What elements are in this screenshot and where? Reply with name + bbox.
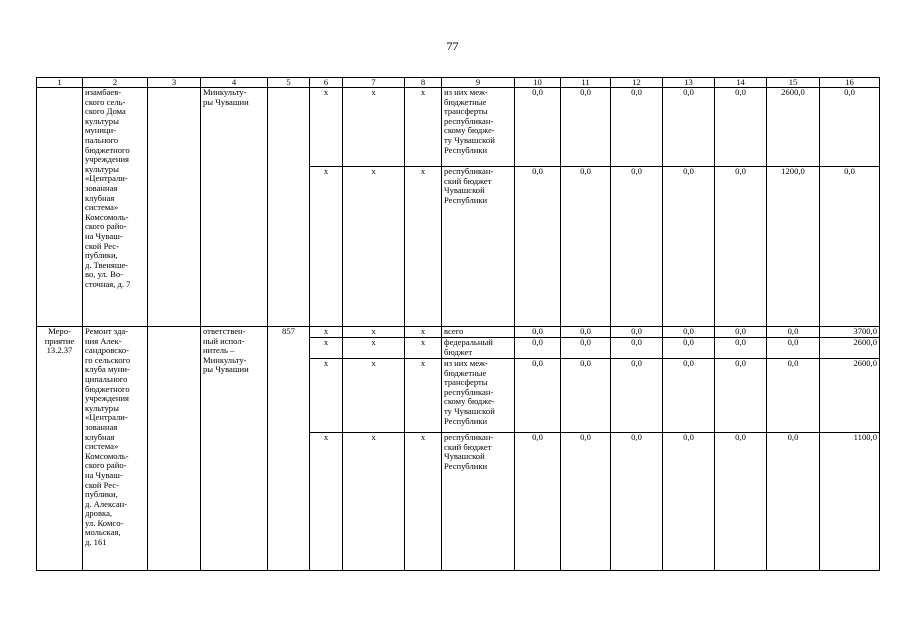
cell-value: 0,0	[715, 338, 767, 359]
cell-value: 0,0	[715, 88, 767, 167]
cell-value: 0,0	[611, 88, 663, 167]
column-header: 5	[268, 78, 310, 88]
cell-value: 0,0	[515, 338, 561, 359]
cell-c7: x	[343, 338, 405, 359]
cell-code: 857	[268, 327, 310, 571]
cell-value: 0,0	[611, 167, 663, 327]
cell-c6: x	[310, 327, 343, 338]
cell-value: 0,0	[663, 167, 715, 327]
event-description: изамбаев- ского сель- ского Дома культуры муници- пального бюджетного учреждения культуры «Централи- зованная клубная система» Комсомоль- ского райо- на Чуваш- ской Рес- публики, д. Твеняше- во, ул. Во- сточная, д. 7	[83, 88, 148, 327]
cell-empty	[148, 327, 201, 571]
cell-value: 0,0	[515, 167, 561, 327]
column-header: 13	[663, 78, 715, 88]
cell-value: 0,0	[820, 88, 880, 167]
cell-empty	[148, 88, 201, 327]
cell-value: 0,0	[515, 327, 561, 338]
cell-value: 0,0	[715, 359, 767, 433]
cell-value: 0,0	[767, 327, 820, 338]
cell-value: 0,0	[561, 88, 611, 167]
column-header: 9	[442, 78, 515, 88]
cell-value: 0,0	[767, 433, 820, 571]
event-label: Меро- приятие 13.2.37	[37, 327, 83, 571]
cell-c6: x	[310, 433, 343, 571]
funding-source: всего	[442, 327, 515, 338]
cell-c8: x	[405, 327, 442, 338]
cell-value: 0,0	[663, 338, 715, 359]
cell-value: 0,0	[663, 359, 715, 433]
cell-c6: x	[310, 359, 343, 433]
cell-value: 0,0	[515, 359, 561, 433]
page-number: 77	[446, 39, 459, 53]
cell-value: 2600,0	[820, 359, 880, 433]
executor: Минкульту- ры Чувашии	[201, 88, 268, 327]
column-header: 3	[148, 78, 201, 88]
column-header: 1	[37, 78, 83, 88]
event-description: Ремонт зда- ния Алек- сандровско- го сельского клуба муни- ципального бюджетного учреждения культуры «Централи- зованная клубная система» Комсомоль- ского райо- на Чуваш- ской Рес- публики, д. Алексан- дровка, ул. Комсо- мольская, д. 161	[83, 327, 148, 571]
funding-source: республикан- ский бюджет Чувашской Республики	[442, 167, 515, 327]
column-header: 16	[820, 78, 880, 88]
cell-value: 2600,0	[767, 88, 820, 167]
cell-value: 2600,0	[820, 338, 880, 359]
cell-c8: x	[405, 338, 442, 359]
column-header: 7	[343, 78, 405, 88]
column-header: 12	[611, 78, 663, 88]
cell-c7: x	[343, 359, 405, 433]
cell-value: 1100,0	[820, 433, 880, 571]
cell-value: 0,0	[611, 327, 663, 338]
cell-value: 0,0	[715, 167, 767, 327]
cell-value: 0,0	[611, 433, 663, 571]
executor: ответствен- ный испол- нитель – Минкульту- ры Чувашии	[201, 327, 268, 571]
column-header: 14	[715, 78, 767, 88]
cell-c8: x	[405, 433, 442, 571]
cell-value: 0,0	[561, 167, 611, 327]
cell-c8: x	[405, 88, 442, 167]
cell-value: 0,0	[515, 433, 561, 571]
funding-source: республикан- ский бюджет Чувашской Республики	[442, 433, 515, 571]
cell-value: 0,0	[767, 338, 820, 359]
cell-value: 0,0	[561, 338, 611, 359]
cell-value: 0,0	[767, 359, 820, 433]
column-header: 2	[83, 78, 148, 88]
funding-source: из них меж- бюджетные трансферты республикан- скому бюдже- ту Чувашской Республики	[442, 359, 515, 433]
cell-value: 0,0	[561, 327, 611, 338]
cell-value: 0,0	[663, 327, 715, 338]
cell-c7: x	[343, 88, 405, 167]
cell-c8: x	[405, 167, 442, 327]
cell-c8: x	[405, 359, 442, 433]
cell-c6: x	[310, 88, 343, 167]
cell-value: 0,0	[715, 433, 767, 571]
budget-table	[36, 77, 880, 571]
cell-label	[37, 88, 83, 327]
column-header: 11	[561, 78, 611, 88]
cell-value: 0,0	[515, 88, 561, 167]
cell-c7: x	[343, 167, 405, 327]
cell-value: 0,0	[561, 359, 611, 433]
funding-source: федеральный бюджет	[442, 338, 515, 359]
column-header: 6	[310, 78, 343, 88]
cell-c7: x	[343, 433, 405, 571]
cell-value: 0,0	[663, 88, 715, 167]
cell-c7: x	[343, 327, 405, 338]
cell-value: 0,0	[611, 359, 663, 433]
cell-c6: x	[310, 338, 343, 359]
cell-code	[268, 88, 310, 327]
cell-value: 0,0	[663, 433, 715, 571]
column-header: 15	[767, 78, 820, 88]
cell-value: 1200,0	[767, 167, 820, 327]
cell-value: 0,0	[820, 167, 880, 327]
column-header-row	[37, 78, 880, 88]
cell-value: 0,0	[611, 338, 663, 359]
cell-value: 3700,0	[820, 327, 880, 338]
funding-source: из них меж- бюджетные трансферты республикан- скому бюдже- ту Чувашской Республики	[442, 88, 515, 167]
cell-c6: x	[310, 167, 343, 327]
table-row	[37, 327, 880, 338]
cell-value: 0,0	[715, 327, 767, 338]
column-header: 10	[515, 78, 561, 88]
column-header: 4	[201, 78, 268, 88]
column-header: 8	[405, 78, 442, 88]
cell-value: 0,0	[561, 433, 611, 571]
table-row	[37, 88, 880, 167]
